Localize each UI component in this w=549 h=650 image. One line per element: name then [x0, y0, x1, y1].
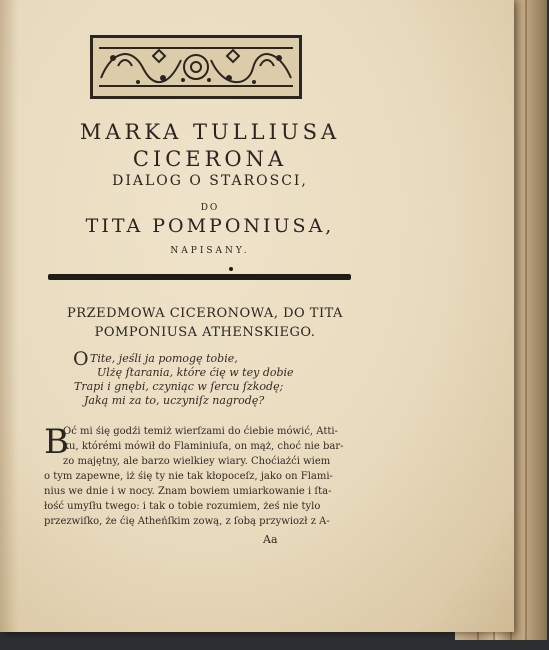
prose-line: przezwiſko, że ćię Atheńſkim zową, z ſobą przywiozł z A-: [44, 516, 330, 527]
signature-mark: Aa: [263, 533, 278, 546]
prose-line: Oć mi śię godźi temiż wierſzami do ćiebie mówić, Atti-: [63, 426, 338, 437]
title-line-author: MARKA TULLIUSA: [79, 120, 341, 144]
drop-cap: B: [44, 422, 69, 462]
prose-line: nius we dnie i w nocy. Znam bowiem umiarkowanie i ſta-: [44, 486, 332, 497]
title-line-work: DIALOG O STAROSCI,: [112, 173, 308, 189]
prose-line: o tym zapewne, iż śię ty nie tak kłopoceſz, jako on Flami-: [44, 471, 333, 482]
title-line-author-surname: CICERONA: [132, 147, 288, 171]
prose-line: ku, którémi mówił do Flaminiuſa, on mąż, choć nie bar-: [63, 441, 344, 452]
section-title-line2: POMPONIUSA ATHENSKIEGO.: [94, 325, 316, 340]
ornament-dot: [229, 267, 233, 271]
verse-line: Tite, jeśli ja pomogę tobie,: [90, 352, 238, 365]
decorative-headpiece: [90, 35, 302, 99]
verse-initial: O: [73, 348, 89, 370]
verse-line: Jaką mi za to, uczyniſz nagrodę?: [84, 394, 265, 407]
title-line-do: DO: [200, 203, 220, 213]
divider-rule: [48, 274, 351, 280]
prose-line: zo majętny, ale barzo wielkiey wiary. Choćiażći wiem: [63, 456, 331, 467]
verse-line: Ulżę ſtarania, które ćię w tey dobie: [97, 366, 294, 379]
title-line-napisany: NAPISANY.: [170, 246, 250, 256]
title-line-dedicatee: TITA POMPONIUSA,: [85, 215, 335, 237]
section-title-line1: PRZEDMOWA CICERONOWA, DO TITA: [67, 306, 343, 321]
page-gutter-shadow: [0, 0, 18, 632]
floral-ornament-icon: [93, 38, 299, 96]
prose-line: łość umyſłu twego: i tak o tobie rozumiem, żeś nie tylo: [44, 501, 321, 512]
verse-line: Trapi i gnębi, czyniąc w ſercu ſzkodę;: [74, 380, 284, 393]
